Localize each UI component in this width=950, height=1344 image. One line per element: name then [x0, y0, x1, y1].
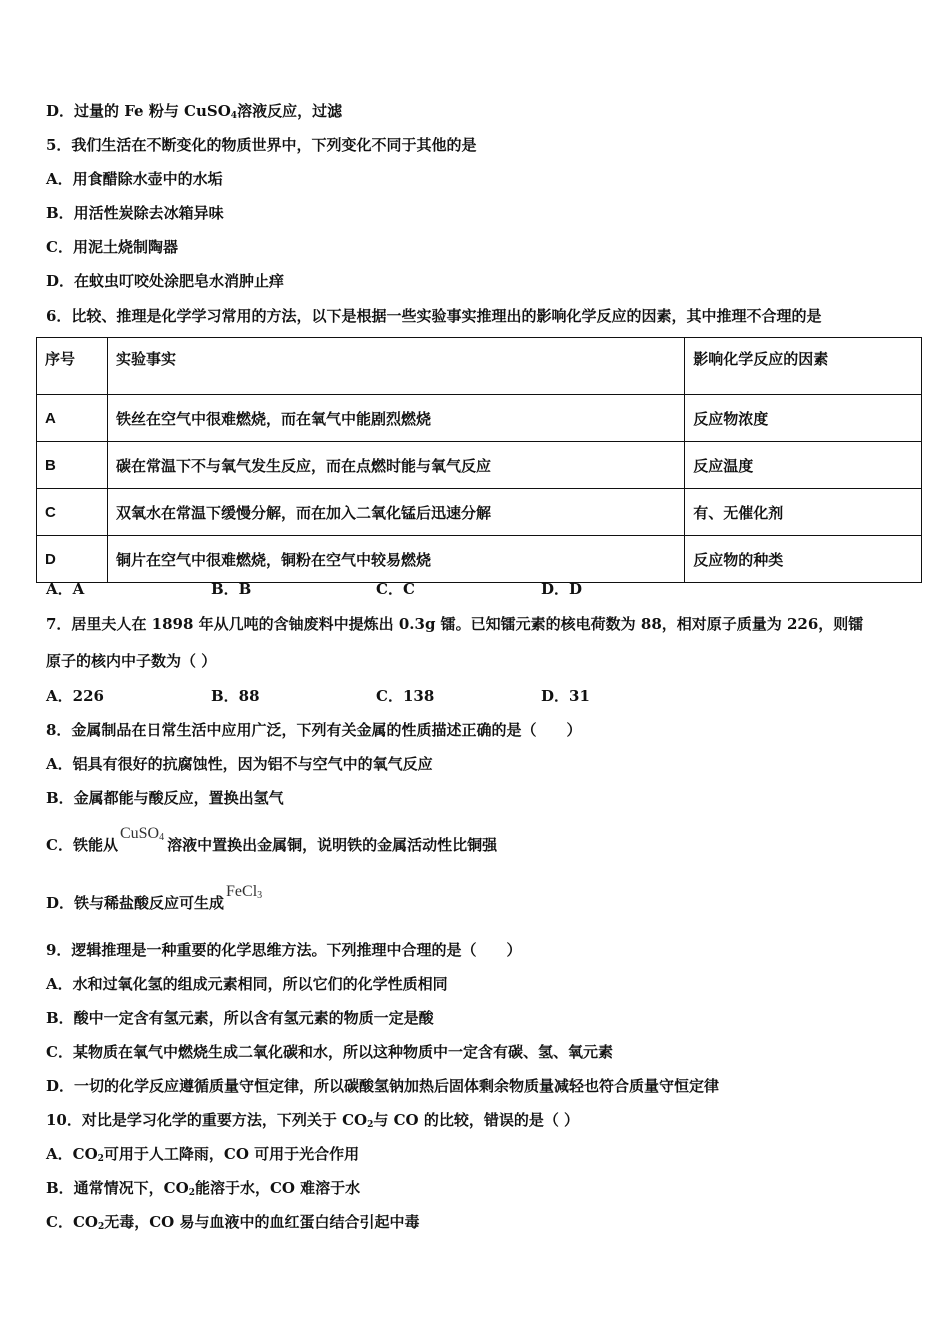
q7-option-b: B．88 [211, 687, 260, 705]
q7-option-d: D．31 [541, 687, 590, 705]
table-row [37, 395, 922, 442]
q6-stem: 6．比较、推理是化学学习常用的方法，以下是根据一些实验事实推理出的影响化学反应的因素，其中推理不合理的是 [46, 307, 822, 325]
q6-option-c: C．C [376, 580, 415, 598]
fecl3-formula: FeCl$_3$ [226, 883, 263, 901]
q7-stem-line-1: 7．居里夫人在 1898 年从几吨的含铀废料中提炼出 0.3g 镭。已知镭元素的核电荷数为 88，相对原子质量为 226，则镭 [46, 615, 864, 633]
q6-option-d: D．D [541, 580, 583, 598]
q10-option-c: C．$CO_2$无毒，CO 易与血液中的血红蛋白结合引起中毒 [46, 1213, 420, 1232]
q10-option-a: A．$CO_2$可用于人工降雨，CO 可用于光合作用 [46, 1145, 360, 1164]
q9-option-d: D．一切的化学反应遵循质量守恒定律，所以碳酸氢钠加热后固体剩余物质量减轻也符合质量守恒定律 [46, 1077, 720, 1095]
q9-option-a: A．水和过氧化氢的组成元素相同，所以它们的化学性质相同 [46, 975, 448, 993]
table-cell-label: C [37, 489, 108, 536]
q9-option-c: C．某物质在氧气中燃烧生成二氧化碳和水，所以这种物质中一定含有碳、氢、氧元素 [46, 1043, 613, 1061]
table-row [37, 489, 922, 536]
q10-stem: 10．对比是学习化学的重要方法，下列关于 $CO_2$与 CO 的比较，错误的是（ ） [46, 1111, 580, 1130]
table-row [37, 536, 922, 583]
table-cell-factor: 反应温度 [685, 442, 922, 489]
q8-option-d: D．铁与稀盐酸反应可生成FeCl$_3$ [46, 883, 263, 912]
table-row [37, 442, 922, 489]
q9-option-b: B．酸中一定含有氢元素，所以含有氢元素的物质一定是酸 [46, 1009, 434, 1027]
table-header-row [37, 338, 922, 395]
q7-option-c: C．138 [376, 687, 435, 705]
table-header-cell: 影响化学反应的因素 [685, 338, 922, 395]
table-cell-label: A [37, 395, 108, 442]
q10-option-b: B．通常情况下，$CO_2$能溶于水，CO 难溶于水 [46, 1179, 361, 1198]
q6-option-a: A．A [46, 580, 85, 598]
table-cell-fact: 双氧水在常温下缓慢分解，而在加入二氧化锰后迅速分解 [107, 489, 684, 536]
q5-option-c: C．用泥土烧制陶器 [46, 238, 178, 256]
table-cell-factor: 反应物浓度 [685, 395, 922, 442]
q5-stem: 5．我们生活在不断变化的物质世界中，下列变化不同于其他的是 [46, 136, 477, 154]
q5-option-d: D．在蚊虫叮咬处涂肥皂水消肿止痒 [46, 272, 285, 290]
q8-option-a: A．铝具有很好的抗腐蚀性，因为铝不与空气中的氧气反应 [46, 755, 433, 773]
q5-option-a: A．用食醋除水壶中的水垢 [46, 170, 223, 188]
cuso4-formula: CuSO$_4$ [119, 825, 165, 843]
table-cell-factor: 有、无催化剂 [685, 489, 922, 536]
q9-stem: 9．逻辑推理是一种重要的化学思维方法。下列推理中合理的是（ ） [46, 941, 522, 959]
table-cell-fact: 铜片在空气中很难燃烧，铜粉在空气中较易燃烧 [107, 536, 684, 583]
table-cell-fact: 碳在常温下不与氧气发生反应，而在点燃时能与氧气反应 [107, 442, 684, 489]
q8-stem: 8．金属制品在日常生活中应用广泛，下列有关金属的性质描述正确的是（ ） [46, 721, 582, 739]
table-cell-label: B [37, 442, 108, 489]
q4-option-d: D．过量的 Fe 粉与 CuSO$_4$溶液反应，过滤 [46, 102, 343, 121]
table-header-cell: 实验事实 [107, 338, 684, 395]
table-cell-label: D [37, 536, 108, 583]
table-cell-factor: 反应物的种类 [685, 536, 922, 583]
q8-option-b: B．金属都能与酸反应，置换出氢气 [46, 789, 284, 807]
q6-option-b: B．B [211, 580, 252, 598]
q6-facts-table [36, 337, 922, 583]
table-cell-fact: 铁丝在空气中很难燃烧，而在氧气中能剧烈燃烧 [107, 395, 684, 442]
table-header-cell: 序号 [37, 338, 108, 395]
q7-option-a: A．226 [46, 687, 104, 705]
q5-option-b: B．用活性炭除去冰箱异味 [46, 204, 224, 222]
q7-stem-line-2: 原子的核内中子数为（ ） [46, 652, 217, 670]
q8-option-c: C．铁能从CuSO$_4$ 溶液中置换出金属铜，说明铁的金属活动性比铜强 [46, 825, 498, 854]
